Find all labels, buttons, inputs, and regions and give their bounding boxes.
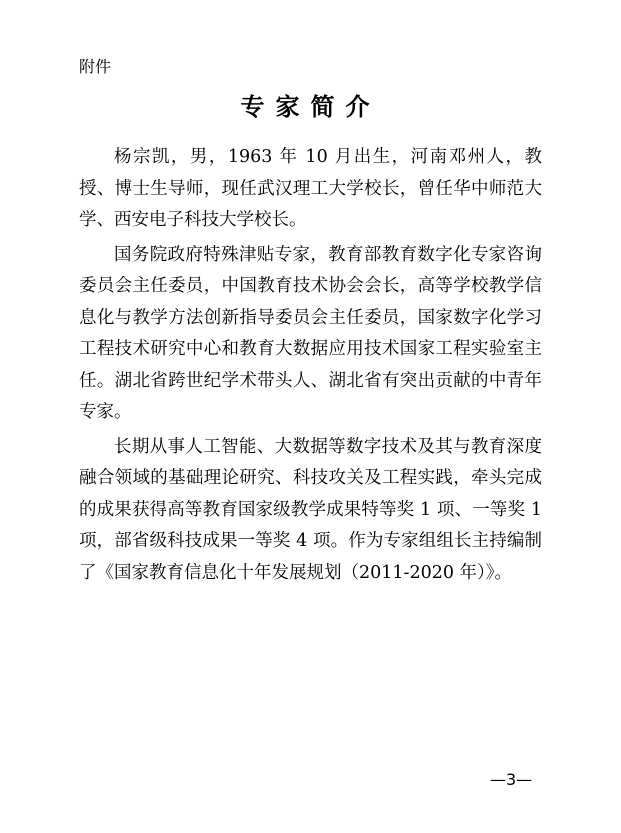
page-title: 专家简介 — [240, 92, 381, 121]
paragraph-bio: 杨宗凯，男，1963 年 10 月出生，河南邓州人，教授、博士生导师，现任武汉理工大学校长，曾任华中师范大学、西安电子科技大学校长。 — [79, 147, 542, 230]
document-body — [79, 142, 542, 592]
paragraph-research: 长期从事人工智能、大数据等数字技术及其与教育深度融合领域的基础理论研究、科技攻关及工程实践，牵头完成的成果获得高等教育国家级教学成果特等奖 1 项、一等奖 1 项，部省级科技成果一等奖 4 项。作为专家组组长主持编制了《国家教育信息化十年发展规划（2011-2020 年）》。 — [79, 436, 542, 583]
page-number: —3— — [490, 770, 533, 789]
attachment-label: 附件 — [79, 57, 112, 76]
paragraph-honors: 国务院政府特殊津贴专家，教育部教育数字化专家咨询委员会主任委员，中国教育技术协会会长，高等学校教学信息化与教学方法创新指导委员会主任委员，国家数字化学习工程技术研究中心和教育大数据应用技术国家工程实验室主任。湖北省跨世纪学术带头人、湖北省有突出贡献的中青年专家。 — [79, 244, 542, 422]
